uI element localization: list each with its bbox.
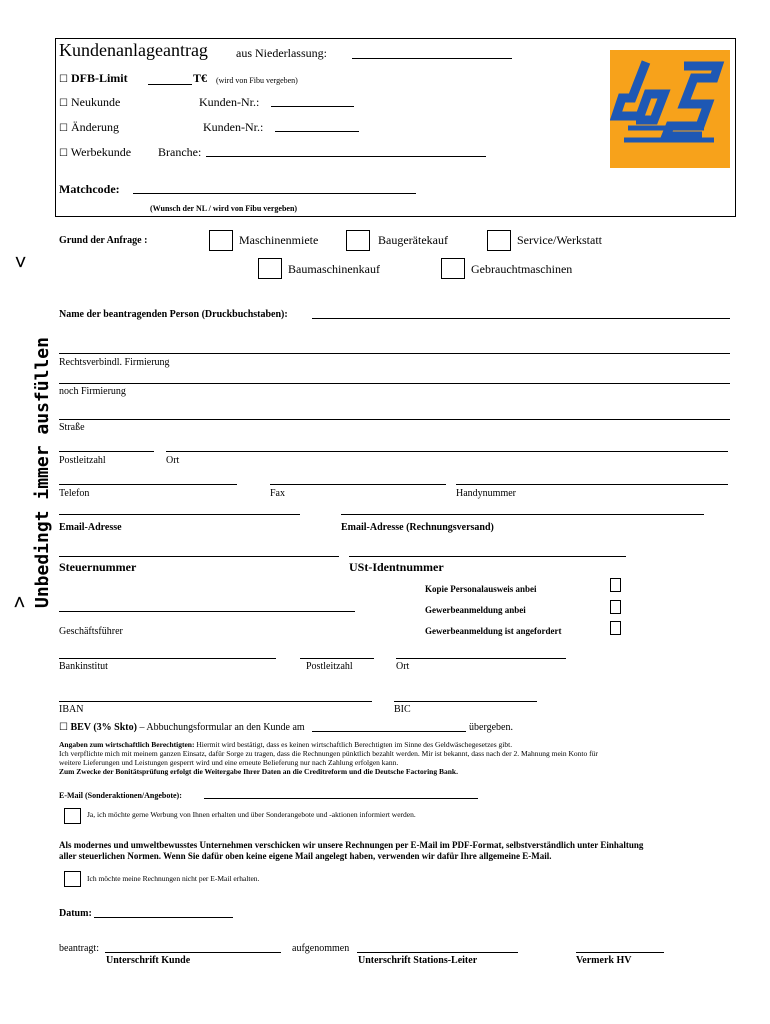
bank-ort-label: Ort	[396, 661, 410, 672]
arrow-up-icon: <	[8, 595, 32, 609]
kunden-nr-field-2[interactable]	[275, 131, 359, 132]
checkbox-gewerbe-anbei[interactable]	[610, 600, 621, 614]
vermerk-field[interactable]	[576, 952, 664, 953]
bev-text: – Abbuchungsformular an den Kunde am	[136, 722, 305, 733]
branche-field[interactable]	[206, 156, 486, 157]
datum-label: Datum:	[59, 908, 92, 919]
legal-line-2: Ich verpflichte mich mit meinem ganzen Einsatz, dafür Sorge zu tragen, dass die Rechnungen pünktlich bezahlt werden. Mir ist bekannt, dass nach der 2. Mahnung mein Konto für	[59, 749, 598, 758]
geschaeftsfuehrer-field[interactable]	[59, 611, 355, 612]
invoice-line-2: aller steuerlichen Normen. Wenn Sie dafür oben keine eigene Mail angelegt haben, verwenden wir dafür Ihre allgemeine E-Mail.	[59, 851, 552, 861]
ust-label: USt-Identnummer	[349, 560, 444, 574]
steuernummer-field[interactable]	[59, 556, 339, 557]
email-marketing-label: E-Mail (Sonderaktionen/Angebote):	[59, 791, 182, 800]
firmierung-label: Rechtsverbindl. Firmierung	[59, 357, 170, 368]
aufgenommen-field[interactable]	[357, 952, 518, 953]
telefon-field[interactable]	[59, 484, 237, 485]
option-service: Service/Werkstatt	[517, 233, 603, 247]
checkbox-gewerbe-angef[interactable]	[610, 621, 621, 635]
plz-field[interactable]	[59, 451, 154, 452]
checkbox-gebrauchtmaschinen[interactable]	[441, 258, 465, 279]
datum-field[interactable]	[94, 917, 233, 918]
noch-firmierung-field[interactable]	[59, 383, 730, 384]
checkbox-glyph[interactable]: ☐	[59, 123, 68, 134]
person-field[interactable]	[312, 318, 730, 319]
ort-label: Ort	[166, 455, 180, 466]
checkbox-baugeraetekauf[interactable]	[346, 230, 370, 251]
kopie-ausweis-label: Kopie Personalausweis anbei	[425, 584, 537, 594]
ort-field[interactable]	[166, 451, 728, 452]
vermerk-label: Vermerk HV	[576, 955, 632, 966]
firmierung-field[interactable]	[59, 353, 730, 354]
anfrage-label: Grund der Anfrage :	[59, 235, 148, 246]
steuernummer-label: Steuernummer	[59, 560, 137, 574]
bank-ort-field[interactable]	[396, 658, 566, 659]
option-baumaschinenkauf: Baumaschinenkauf	[288, 262, 380, 276]
bs-logo	[610, 50, 730, 168]
kunden-nr-label-2: Kunden-Nr.:	[203, 120, 264, 134]
bankinstitut-field[interactable]	[59, 658, 276, 659]
dfb-note: (wird von Fibu vergeben)	[216, 76, 298, 85]
iban-field[interactable]	[59, 701, 372, 702]
checkbox-glyph[interactable]: ☐	[59, 148, 68, 159]
legal-heading: Angaben zum wirtschaftlich Berechtigten:	[59, 740, 195, 749]
bev-date-field[interactable]	[312, 731, 466, 732]
legal-text: Hiermit wird bestätigt, dass es keinen wirtschaftlich Berechtigten im Sinne des Geldwäschegesetzes gibt.	[194, 740, 513, 749]
matchcode-label: Matchcode:	[59, 182, 120, 196]
aenderung-label: Änderung	[70, 120, 119, 134]
checkbox-kopie-ausweis[interactable]	[610, 578, 621, 592]
checkbox-glyph[interactable]: ☐	[59, 722, 68, 733]
branch-label: aus Niederlassung:	[236, 46, 327, 60]
noch-firmierung-label: noch Firmierung	[59, 386, 126, 397]
dfb-unit: T€	[193, 71, 208, 85]
strasse-label: Straße	[59, 422, 85, 433]
telefon-label: Telefon	[59, 488, 90, 499]
kunden-nr-label: Kunden-Nr.:	[199, 95, 260, 109]
email-rv-label: Email-Adresse (Rechnungsversand)	[341, 522, 494, 533]
werbekunde-label: Werbekunde	[70, 145, 132, 159]
bev-suffix: übergeben.	[469, 722, 513, 733]
option-maschinenmiete: Maschinenmiete	[239, 233, 319, 247]
geschaeftsfuehrer-label: Geschäftsführer	[59, 626, 123, 637]
checkbox-glyph[interactable]: ☐	[59, 98, 68, 109]
form-title: Kundenanlageantrag	[59, 40, 208, 60]
option-baugeraetekauf: Baugerätekauf	[378, 233, 448, 247]
bic-field[interactable]	[394, 701, 537, 702]
sidebar-text: Unbedingt immer ausfüllen	[32, 337, 53, 608]
sig-leiter-label: Unterschrift Stations-Leiter	[358, 955, 478, 966]
marketing-consent-label: Ja, ich möchte gerne Werbung von Ihnen erhalten und über Sonderangebote und -aktionen informiert werden.	[87, 810, 416, 819]
neukunde-label: Neukunde	[70, 95, 121, 109]
neukunde-row	[59, 95, 120, 110]
checkbox-invoice-optout[interactable]	[64, 871, 81, 887]
checkbox-maschinenmiete[interactable]	[209, 230, 233, 251]
bev-label: BEV (3% Skto)	[70, 722, 137, 733]
branch-field[interactable]	[352, 58, 512, 59]
bank-plz-field[interactable]	[300, 658, 374, 659]
aufgenommen-label: aufgenommen	[292, 943, 350, 954]
ust-field[interactable]	[349, 556, 626, 557]
legal-line-4: Zum Zwecke der Bonitätsprüfung erfolgt die Weitergabe Ihrer Daten an die Creditreform und die Deutsche Factoring Bank.	[59, 767, 458, 776]
bankinstitut-label: Bankinstitut	[59, 661, 108, 672]
person-label: Name der beantragenden Person (Druckbuchstaben):	[59, 309, 288, 320]
option-gebrauchtmaschinen: Gebrauchtmaschinen	[471, 262, 573, 276]
aenderung-row	[59, 120, 119, 135]
email-marketing-field[interactable]	[204, 798, 478, 799]
branche-label: Branche:	[158, 145, 202, 159]
bev-row	[59, 722, 305, 733]
invoice-line-1: Als modernes und umweltbewusstes Unternehmen verschicken wir unsere Rechnungen per E-Mail im PDF-Format, selbstverständlich unter Einhaltung	[59, 840, 644, 850]
strasse-field[interactable]	[59, 419, 730, 420]
bank-plz-label: Postleitzahl	[306, 661, 353, 672]
checkbox-baumaschinenkauf[interactable]	[258, 258, 282, 279]
werbekunde-row	[59, 145, 131, 160]
legal-line-3: weitere Lieferungen und Leistungen gesperrt wird und eine erneute Belieferung nur nach Zahlung erfolgen kann.	[59, 758, 399, 767]
dfb-limit-field[interactable]	[148, 84, 192, 85]
dfb-limit-row	[59, 71, 128, 86]
fax-label: Fax	[270, 488, 285, 499]
beantragt-field[interactable]	[105, 952, 281, 953]
gewerbe-angef-label: Gewerbeanmeldung ist angefordert	[425, 626, 562, 636]
matchcode-note: (Wunsch der NL / wird von Fibu vergeben)	[150, 204, 298, 213]
plz-label: Postleitzahl	[59, 455, 106, 466]
gewerbe-anbei-label: Gewerbeanmeldung anbei	[425, 605, 526, 615]
iban-label: IBAN	[59, 704, 84, 715]
beantragt-label: beantragt:	[59, 943, 99, 954]
invoice-optout-label: Ich möchte meine Rechnungen nicht per E-Mail erhalten.	[87, 874, 260, 883]
email-rv-field[interactable]	[341, 514, 704, 515]
email-field[interactable]	[59, 514, 300, 515]
email-label: Email-Adresse	[59, 522, 122, 533]
arrow-down-icon: <	[8, 255, 32, 269]
handy-field[interactable]	[456, 484, 728, 485]
handy-label: Handynummer	[456, 488, 516, 499]
checkbox-glyph[interactable]: ☐	[59, 74, 68, 85]
checkbox-marketing-consent[interactable]	[64, 808, 81, 824]
sig-kunde-label: Unterschrift Kunde	[106, 955, 191, 966]
fax-field[interactable]	[270, 484, 446, 485]
matchcode-field[interactable]	[133, 193, 416, 194]
bic-label: BIC	[394, 704, 411, 715]
legal-line-1	[59, 740, 512, 749]
kunden-nr-field[interactable]	[271, 106, 354, 107]
dfb-limit-label: DFB-Limit	[70, 71, 128, 85]
checkbox-service[interactable]	[487, 230, 511, 251]
